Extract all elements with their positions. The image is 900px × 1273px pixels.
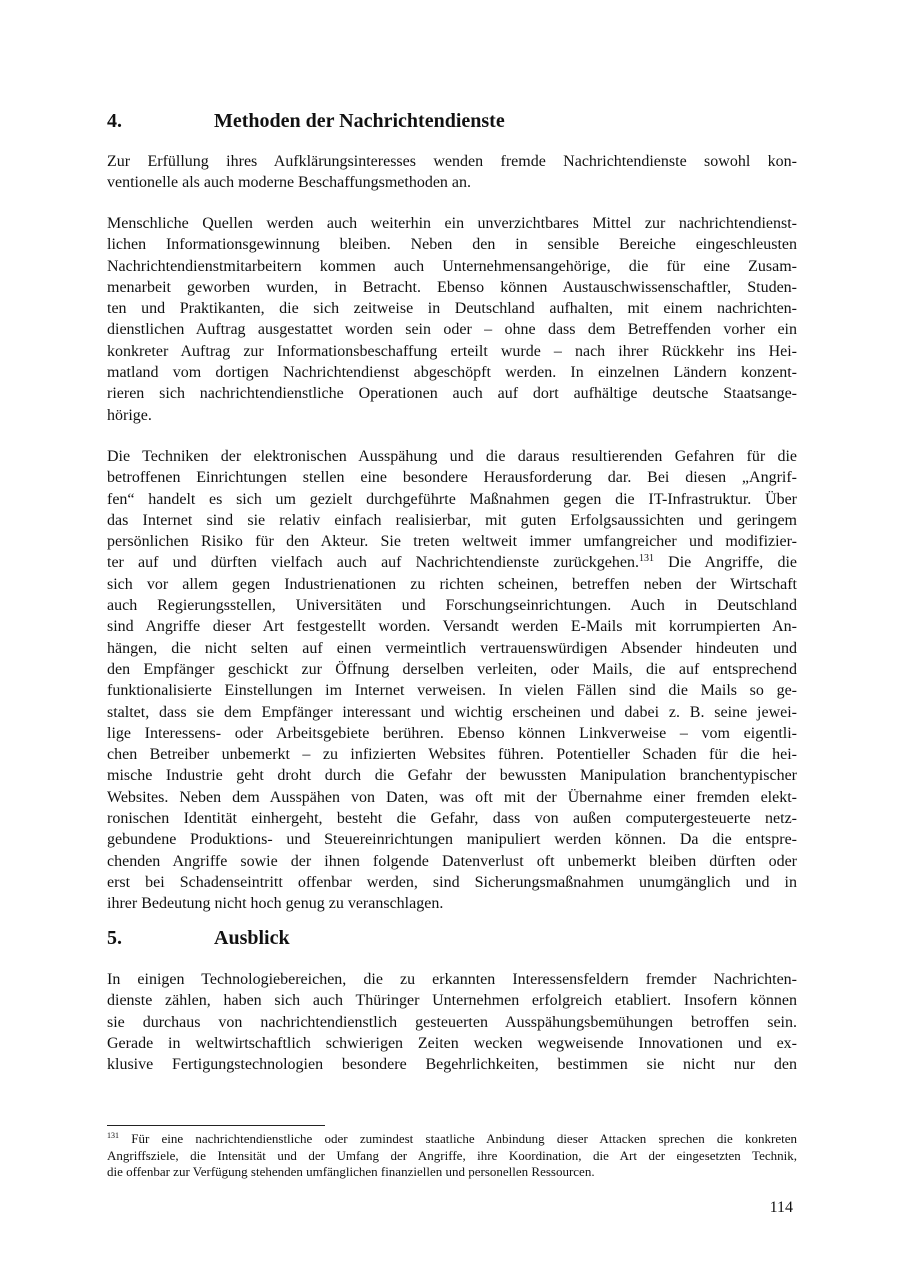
- text-line: dienstlichen Auftrag ausgestattet worden sein oder – ohne dass dem Betreffenden vorher ein: [107, 321, 797, 339]
- text-line: hängen, die nicht selten auf einen vermeintlich vertrauenswürdigen Absender hindeuten und: [107, 639, 797, 657]
- text-line: betroffenen Einrichtungen stellen eine besondere Herausforderung dar. Bei diesen „Angrif-: [107, 469, 797, 487]
- page-number: 114: [769, 1199, 793, 1216]
- text-line: menarbeit geworben wurden, in Betracht. Ebenso können Austauschwissenschaftler, Studen-: [107, 278, 797, 296]
- section-5-number: 5.: [107, 927, 122, 949]
- text-line-with-footnote-ref: [107, 552, 797, 573]
- section-4-paragraph-3: [107, 446, 797, 915]
- section-5-heading: [107, 926, 797, 950]
- text-line: das Internet sind sie relativ einfach realisierbar, mit guten Erfolgsaussichten und geringem: [107, 511, 797, 529]
- text-line: funktionalisierte Einstellungen im Internet verweisen. In vielen Fällen sind die Mails so ge-: [107, 682, 797, 700]
- text-line: Die Techniken der elektronischen Ausspähung und die daraus resultierenden Gefahren für die: [107, 448, 797, 465]
- text-segment: Für eine nachrichtendienstliche oder zumindest staatliche Anbindung dieser Attacken sprechen die konkreten: [131, 1131, 797, 1146]
- text-segment: Die Angriffe, die: [654, 554, 797, 572]
- text-line: chen Betreiber unbemerkt – zu infizierten Websites führen. Potentieller Schaden für die hei-: [107, 746, 797, 764]
- text-line: gebundene Produktions- und Steuereinrichtungen manipuliert werden können. Da die entspre-: [107, 831, 797, 849]
- text-line: rieren sich nachrichtendienstliche Operationen auch auf dort aufhältige deutsche Staatsange-: [107, 385, 797, 403]
- section-5-title: Ausblick: [214, 927, 290, 949]
- text-line: In einigen Technologiebereichen, die zu erkannten Interessensfeldern fremder Nachrichten-: [107, 971, 797, 988]
- text-line: ten und Praktikanten, die sich zeitweise in Deutschland aufhalten, mit einem nachrichten-: [107, 300, 797, 318]
- text-line: sie durchaus von nachrichtendienstlich gesteuerten Ausspähungsbemühungen betroffen sein.: [107, 1013, 797, 1031]
- text-line: fen“ handelt es sich um gezielt durchgeführte Maßnahmen gegen die IT-Infrastruktur. Über: [107, 490, 797, 508]
- footnote-line: [107, 1131, 797, 1148]
- text-line: persönlichen Risiko für den Akteur. Sie treten weltweit immer umfangreicher und modifizier-: [107, 533, 797, 551]
- footnote-line: Angriffsziele, die Intensität und der Umfang der Angriffe, ihre Koordination, die Art der eingesetzten Technik,: [107, 1147, 797, 1163]
- text-line: lichen Informationsgewinnung bleiben. Neben den in sensible Bereiche eingeschleusten: [107, 236, 797, 254]
- text-line: Gerade in weltwirtschaftlich schwierigen Zeiten wecken wegweisende Innovationen und ex-: [107, 1034, 797, 1052]
- text-line: ronischen Identität einhergeht, besteht die Gefahr, dass von außen computergesteuerte netz-: [107, 810, 797, 828]
- text-line: ihrer Bedeutung nicht hoch genug zu veranschlagen.: [107, 895, 444, 913]
- section-5-paragraph-1: [107, 969, 797, 1075]
- text-line: matland vom dortigen Nachrichtendienst abgeschöpft werden. In einzelnen Ländern konzent-: [107, 364, 797, 382]
- footnote-line: die offenbar zur Verfügung stehenden umfänglichen finanziellen und personellen Ressourcen.: [107, 1164, 595, 1179]
- section-4-title: Methoden der Nachrichtendienste: [214, 110, 505, 132]
- text-line: dienste zählen, haben sich auch Thüringer Unternehmen erfolgreich etabliert. Insofern können: [107, 992, 797, 1010]
- text-line: konkreter Auftrag zur Informationsbeschaffung erteilt wurde – nach ihrer Rückkehr ins Hei-: [107, 342, 797, 360]
- section-4-paragraph-1: [107, 151, 797, 194]
- section-4-paragraph-2: [107, 213, 797, 426]
- text-line: Menschliche Quellen werden auch weiterhin ein unverzichtbares Mittel zur nachrichtendienst-: [107, 215, 797, 232]
- footnote-marker: 131: [107, 1131, 119, 1140]
- text-line: klusive Fertigungstechnologien besondere Begehrlichkeiten, bestimmen sie nicht nur den: [107, 1056, 797, 1074]
- text-line: staltet, dass sie dem Empfänger interessant und wichtig erscheinen und dabei z. B. seine jewei-: [107, 703, 797, 721]
- text-line: mische Industrie geht droht durch die Gefahr der bewussten Manipulation branchentypischer: [107, 767, 797, 785]
- text-line: chenden Angriffe sowie der ihnen folgende Datenverlust oft unbemerkt bleiben dürften oder: [107, 852, 797, 870]
- text-line: sind Angriffe dieser Art festgestellt worden. Versandt werden E-Mails mit korrumpierten An-: [107, 618, 797, 636]
- footnote-separator: [107, 1125, 325, 1126]
- section-4-number: 4.: [107, 110, 122, 132]
- text-line: Websites. Neben dem Ausspähen von Daten, was oft mit der Übernahme einer fremden elekt-: [107, 788, 797, 806]
- text-line: erst bei Schadenseintritt offenbar werden, sind Sicherungsmaßnahmen unumgänglich und in: [107, 873, 797, 891]
- text-line: ventionelle als auch moderne Beschaffungsmethoden an.: [107, 174, 472, 192]
- section-4-heading: [107, 109, 797, 133]
- text-line: Nachrichtendienstmitarbeitern kommen auch Unternehmensangehörige, die für eine Zusam-: [107, 257, 797, 275]
- text-line: auch Regierungsstellen, Universitäten und Forschungseinrichtungen. Auch in Deutschland: [107, 597, 797, 615]
- text-line: hörige.: [107, 406, 152, 424]
- footnote: [107, 1131, 797, 1181]
- text-line: Zur Erfüllung ihres Aufklärungsinteresses wenden fremde Nachrichtendienste sowohl kon-: [107, 153, 797, 170]
- footnote-reference: 131: [639, 553, 655, 565]
- text-line: sich vor allem gegen Industrienationen zu richten scheinen, betreffen neben der Wirtschaft: [107, 575, 797, 593]
- text-segment: ter auf und dürften vielfach auch auf Nachrichtendienste zurückgehen.: [107, 554, 640, 572]
- text-line: den Empfänger geschickt zur Öffnung derselben verleiten, oder Mails, die auf entsprechend: [107, 660, 797, 678]
- text-line: lige Interessens- oder Arbeitsgebiete berühren. Ebenso können Linkverweise – vom eigentli-: [107, 724, 797, 742]
